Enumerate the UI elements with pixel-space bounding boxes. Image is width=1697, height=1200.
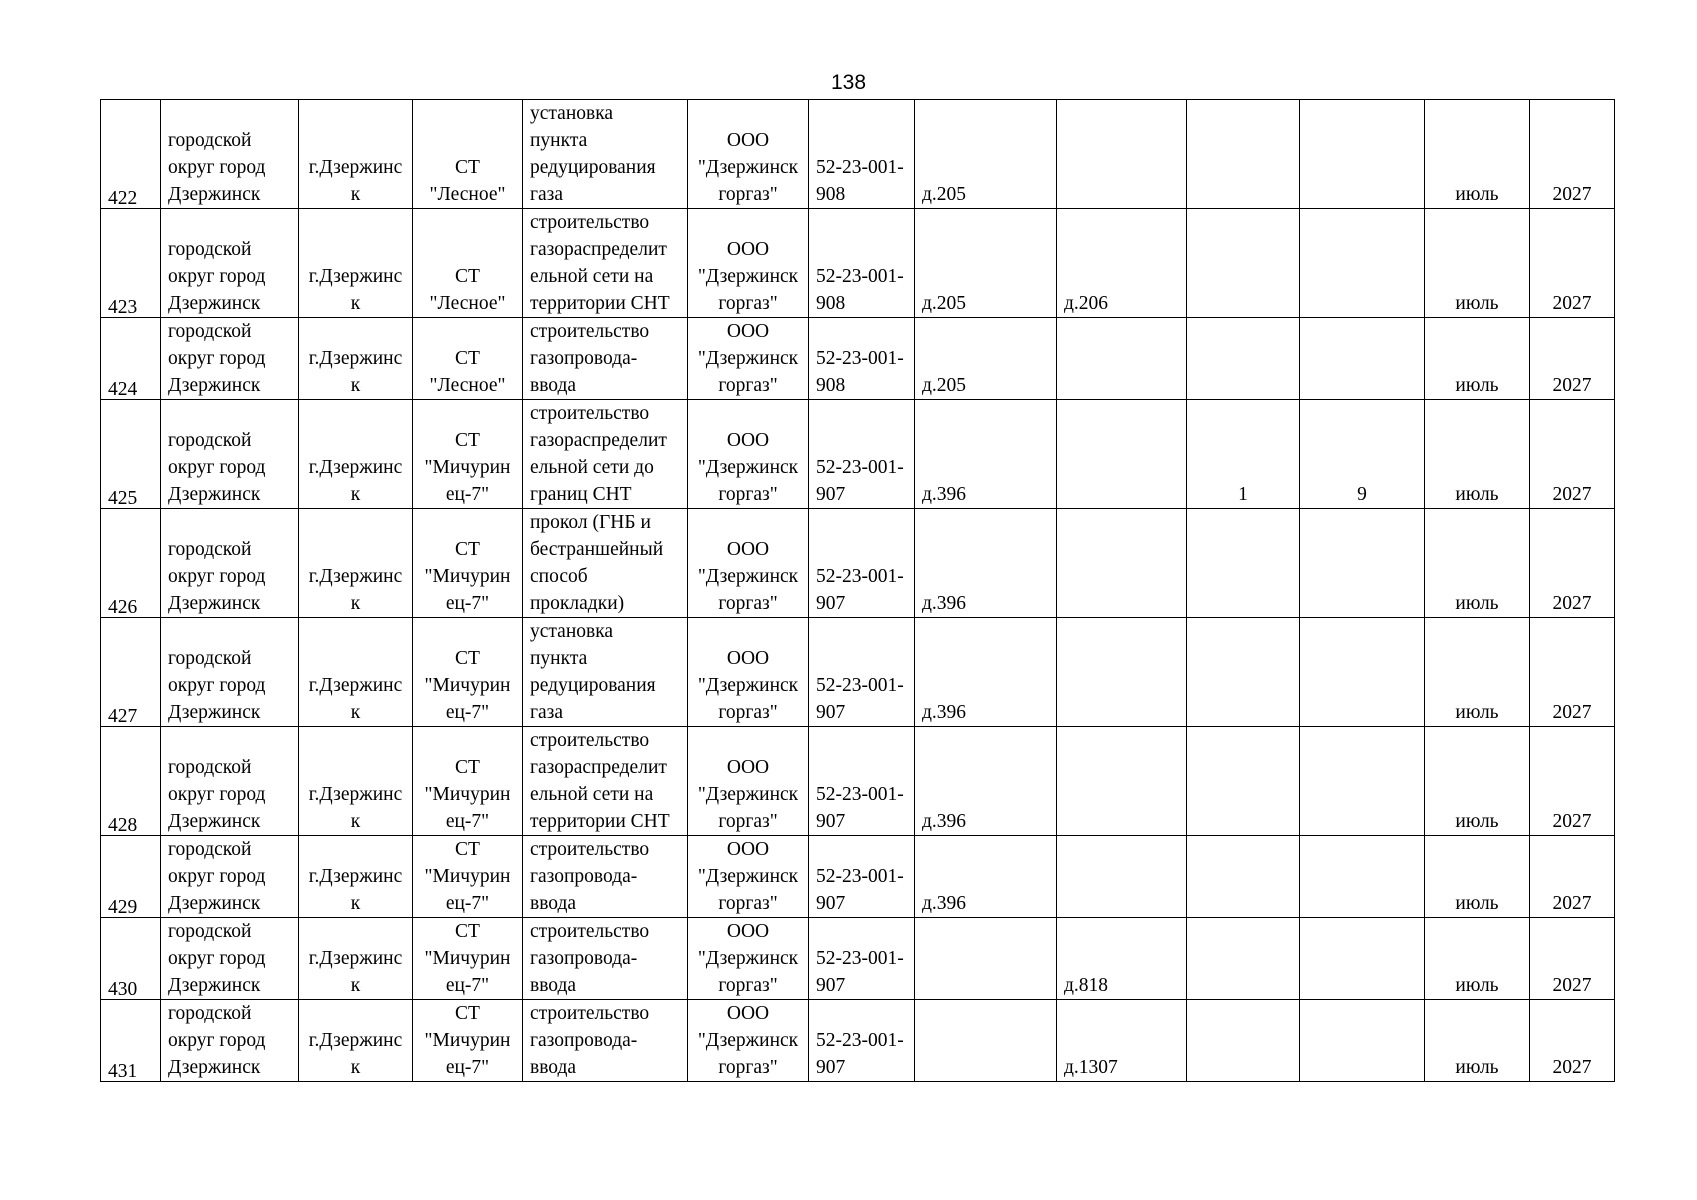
row-number: 422 bbox=[101, 100, 161, 209]
year-cell: 2027 bbox=[1530, 836, 1615, 918]
month-cell: июль bbox=[1425, 618, 1530, 727]
snt-cell: СТ "Мичурин ец-7" bbox=[413, 400, 523, 509]
address-extra-cell bbox=[1057, 400, 1187, 509]
work-type-cell: строительство газораспределит ельной сети на территории СНТ bbox=[523, 209, 688, 318]
year-cell: 2027 bbox=[1530, 100, 1615, 209]
table-row bbox=[101, 918, 1615, 1000]
count-cell-2 bbox=[1300, 318, 1425, 400]
row-number: 424 bbox=[101, 318, 161, 400]
locality-cell: г.Дзержинс к bbox=[299, 509, 413, 618]
table-row bbox=[101, 618, 1615, 727]
row-number: 426 bbox=[101, 509, 161, 618]
address-cell: д.205 bbox=[915, 209, 1057, 318]
page-number: 138 bbox=[830, 71, 867, 94]
address-extra-cell: д.1307 bbox=[1057, 1000, 1187, 1082]
count-cell-2 bbox=[1300, 1000, 1425, 1082]
snt-cell: СТ "Мичурин ец-7" bbox=[413, 618, 523, 727]
address-extra-cell bbox=[1057, 618, 1187, 727]
year-cell: 2027 bbox=[1530, 509, 1615, 618]
code-cell: 52-23-001- 907 bbox=[809, 918, 915, 1000]
work-type-cell: строительство газораспределит ельной сети на территории СНТ bbox=[523, 727, 688, 836]
month-cell: июль bbox=[1425, 727, 1530, 836]
snt-cell: СТ "Лесное" bbox=[413, 209, 523, 318]
organization-cell: ООО "Дзержинск горгаз" bbox=[688, 1000, 809, 1082]
count-cell-2 bbox=[1300, 918, 1425, 1000]
table-row bbox=[101, 318, 1615, 400]
address-cell: д.205 bbox=[915, 100, 1057, 209]
locality-cell: г.Дзержинс к bbox=[299, 318, 413, 400]
address-extra-cell bbox=[1057, 509, 1187, 618]
count-cell-1 bbox=[1187, 1000, 1300, 1082]
municipality-cell: городской округ город Дзержинск bbox=[161, 836, 299, 918]
month-cell: июль bbox=[1425, 509, 1530, 618]
count-cell-2: 9 bbox=[1300, 400, 1425, 509]
table-row bbox=[101, 509, 1615, 618]
municipality-cell: городской округ город Дзержинск bbox=[161, 727, 299, 836]
code-cell: 52-23-001- 907 bbox=[809, 727, 915, 836]
address-extra-cell bbox=[1057, 318, 1187, 400]
count-cell-1 bbox=[1187, 509, 1300, 618]
code-cell: 52-23-001- 908 bbox=[809, 209, 915, 318]
row-number: 423 bbox=[101, 209, 161, 318]
row-number: 427 bbox=[101, 618, 161, 727]
work-type-cell: строительство газопровода- ввода bbox=[523, 918, 688, 1000]
organization-cell: ООО "Дзержинск горгаз" bbox=[688, 209, 809, 318]
locality-cell: г.Дзержинс к bbox=[299, 1000, 413, 1082]
count-cell-2 bbox=[1300, 509, 1425, 618]
count-cell-2 bbox=[1300, 100, 1425, 209]
row-number: 425 bbox=[101, 400, 161, 509]
organization-cell: ООО "Дзержинск горгаз" bbox=[688, 509, 809, 618]
month-cell: июль bbox=[1425, 1000, 1530, 1082]
count-cell-1 bbox=[1187, 618, 1300, 727]
month-cell: июль bbox=[1425, 318, 1530, 400]
code-cell: 52-23-001- 907 bbox=[809, 1000, 915, 1082]
municipality-cell: городской округ город Дзержинск bbox=[161, 318, 299, 400]
snt-cell: СТ "Мичурин ец-7" bbox=[413, 509, 523, 618]
locality-cell: г.Дзержинс к bbox=[299, 400, 413, 509]
month-cell: июль bbox=[1425, 209, 1530, 318]
address-cell: д.396 bbox=[915, 618, 1057, 727]
municipality-cell: городской округ город Дзержинск bbox=[161, 509, 299, 618]
address-cell bbox=[915, 1000, 1057, 1082]
year-cell: 2027 bbox=[1530, 400, 1615, 509]
year-cell: 2027 bbox=[1530, 318, 1615, 400]
count-cell-1: 1 bbox=[1187, 400, 1300, 509]
month-cell: июль bbox=[1425, 918, 1530, 1000]
organization-cell: ООО "Дзержинск горгаз" bbox=[688, 318, 809, 400]
work-type-cell: строительство газораспределит ельной сети до границ СНТ bbox=[523, 400, 688, 509]
address-cell: д.205 bbox=[915, 318, 1057, 400]
address-cell: д.396 bbox=[915, 836, 1057, 918]
address-extra-cell bbox=[1057, 727, 1187, 836]
count-cell-1 bbox=[1187, 318, 1300, 400]
count-cell-1 bbox=[1187, 100, 1300, 209]
locality-cell: г.Дзержинс к bbox=[299, 100, 413, 209]
work-type-cell: строительство газопровода- ввода bbox=[523, 318, 688, 400]
table-row bbox=[101, 1000, 1615, 1082]
organization-cell: ООО "Дзержинск горгаз" bbox=[688, 727, 809, 836]
municipality-cell: городской округ город Дзержинск bbox=[161, 618, 299, 727]
snt-cell: СТ "Мичурин ец-7" bbox=[413, 727, 523, 836]
locality-cell: г.Дзержинс к bbox=[299, 618, 413, 727]
code-cell: 52-23-001- 907 bbox=[809, 509, 915, 618]
year-cell: 2027 bbox=[1530, 918, 1615, 1000]
locality-cell: г.Дзержинс к bbox=[299, 836, 413, 918]
municipality-cell: городской округ город Дзержинск bbox=[161, 918, 299, 1000]
count-cell-1 bbox=[1187, 727, 1300, 836]
municipality-cell: городской округ город Дзержинск bbox=[161, 100, 299, 209]
address-extra-cell: д.206 bbox=[1057, 209, 1187, 318]
year-cell: 2027 bbox=[1530, 209, 1615, 318]
table-row bbox=[101, 727, 1615, 836]
row-number: 431 bbox=[101, 1000, 161, 1082]
month-cell: июль bbox=[1425, 100, 1530, 209]
address-extra-cell bbox=[1057, 836, 1187, 918]
code-cell: 52-23-001- 907 bbox=[809, 618, 915, 727]
municipality-cell: городской округ город Дзержинск bbox=[161, 209, 299, 318]
snt-cell: СТ "Мичурин ец-7" bbox=[413, 1000, 523, 1082]
address-extra-cell: д.818 bbox=[1057, 918, 1187, 1000]
count-cell-1 bbox=[1187, 209, 1300, 318]
month-cell: июль bbox=[1425, 400, 1530, 509]
work-type-cell: строительство газопровода- ввода bbox=[523, 836, 688, 918]
organization-cell: ООО "Дзержинск горгаз" bbox=[688, 618, 809, 727]
locality-cell: г.Дзержинс к bbox=[299, 727, 413, 836]
organization-cell: ООО "Дзержинск горгаз" bbox=[688, 836, 809, 918]
count-cell-1 bbox=[1187, 918, 1300, 1000]
month-cell: июль bbox=[1425, 836, 1530, 918]
code-cell: 52-23-001- 908 bbox=[809, 318, 915, 400]
organization-cell: ООО "Дзержинск горгаз" bbox=[688, 100, 809, 209]
address-cell: д.396 bbox=[915, 400, 1057, 509]
address-cell: д.396 bbox=[915, 509, 1057, 618]
table-row bbox=[101, 836, 1615, 918]
count-cell-2 bbox=[1300, 836, 1425, 918]
address-cell: д.396 bbox=[915, 727, 1057, 836]
municipality-cell: городской округ город Дзержинск bbox=[161, 400, 299, 509]
snt-cell: СТ "Мичурин ец-7" bbox=[413, 836, 523, 918]
work-type-cell: строительство газопровода- ввода bbox=[523, 1000, 688, 1082]
address-extra-cell bbox=[1057, 100, 1187, 209]
year-cell: 2027 bbox=[1530, 727, 1615, 836]
snt-cell: СТ "Мичурин ец-7" bbox=[413, 918, 523, 1000]
code-cell: 52-23-001- 908 bbox=[809, 100, 915, 209]
code-cell: 52-23-001- 907 bbox=[809, 400, 915, 509]
year-cell: 2027 bbox=[1530, 618, 1615, 727]
table-row bbox=[101, 400, 1615, 509]
snt-cell: СТ "Лесное" bbox=[413, 318, 523, 400]
organization-cell: ООО "Дзержинск горгаз" bbox=[688, 918, 809, 1000]
count-cell-2 bbox=[1300, 618, 1425, 727]
row-number: 430 bbox=[101, 918, 161, 1000]
count-cell-1 bbox=[1187, 836, 1300, 918]
row-number: 429 bbox=[101, 836, 161, 918]
locality-cell: г.Дзержинс к bbox=[299, 209, 413, 318]
code-cell: 52-23-001- 907 bbox=[809, 836, 915, 918]
count-cell-2 bbox=[1300, 727, 1425, 836]
work-type-cell: установка пункта редуцирования газа bbox=[523, 618, 688, 727]
table-row bbox=[101, 100, 1615, 209]
table-row bbox=[101, 209, 1615, 318]
snt-cell: СТ "Лесное" bbox=[413, 100, 523, 209]
gasification-schedule-table bbox=[100, 99, 1615, 1082]
organization-cell: ООО "Дзержинск горгаз" bbox=[688, 400, 809, 509]
locality-cell: г.Дзержинс к bbox=[299, 918, 413, 1000]
work-type-cell: установка пункта редуцирования газа bbox=[523, 100, 688, 209]
work-type-cell: прокол (ГНБ и бестраншейный способ прокладки) bbox=[523, 509, 688, 618]
municipality-cell: городской округ город Дзержинск bbox=[161, 1000, 299, 1082]
row-number: 428 bbox=[101, 727, 161, 836]
count-cell-2 bbox=[1300, 209, 1425, 318]
year-cell: 2027 bbox=[1530, 1000, 1615, 1082]
address-cell bbox=[915, 918, 1057, 1000]
